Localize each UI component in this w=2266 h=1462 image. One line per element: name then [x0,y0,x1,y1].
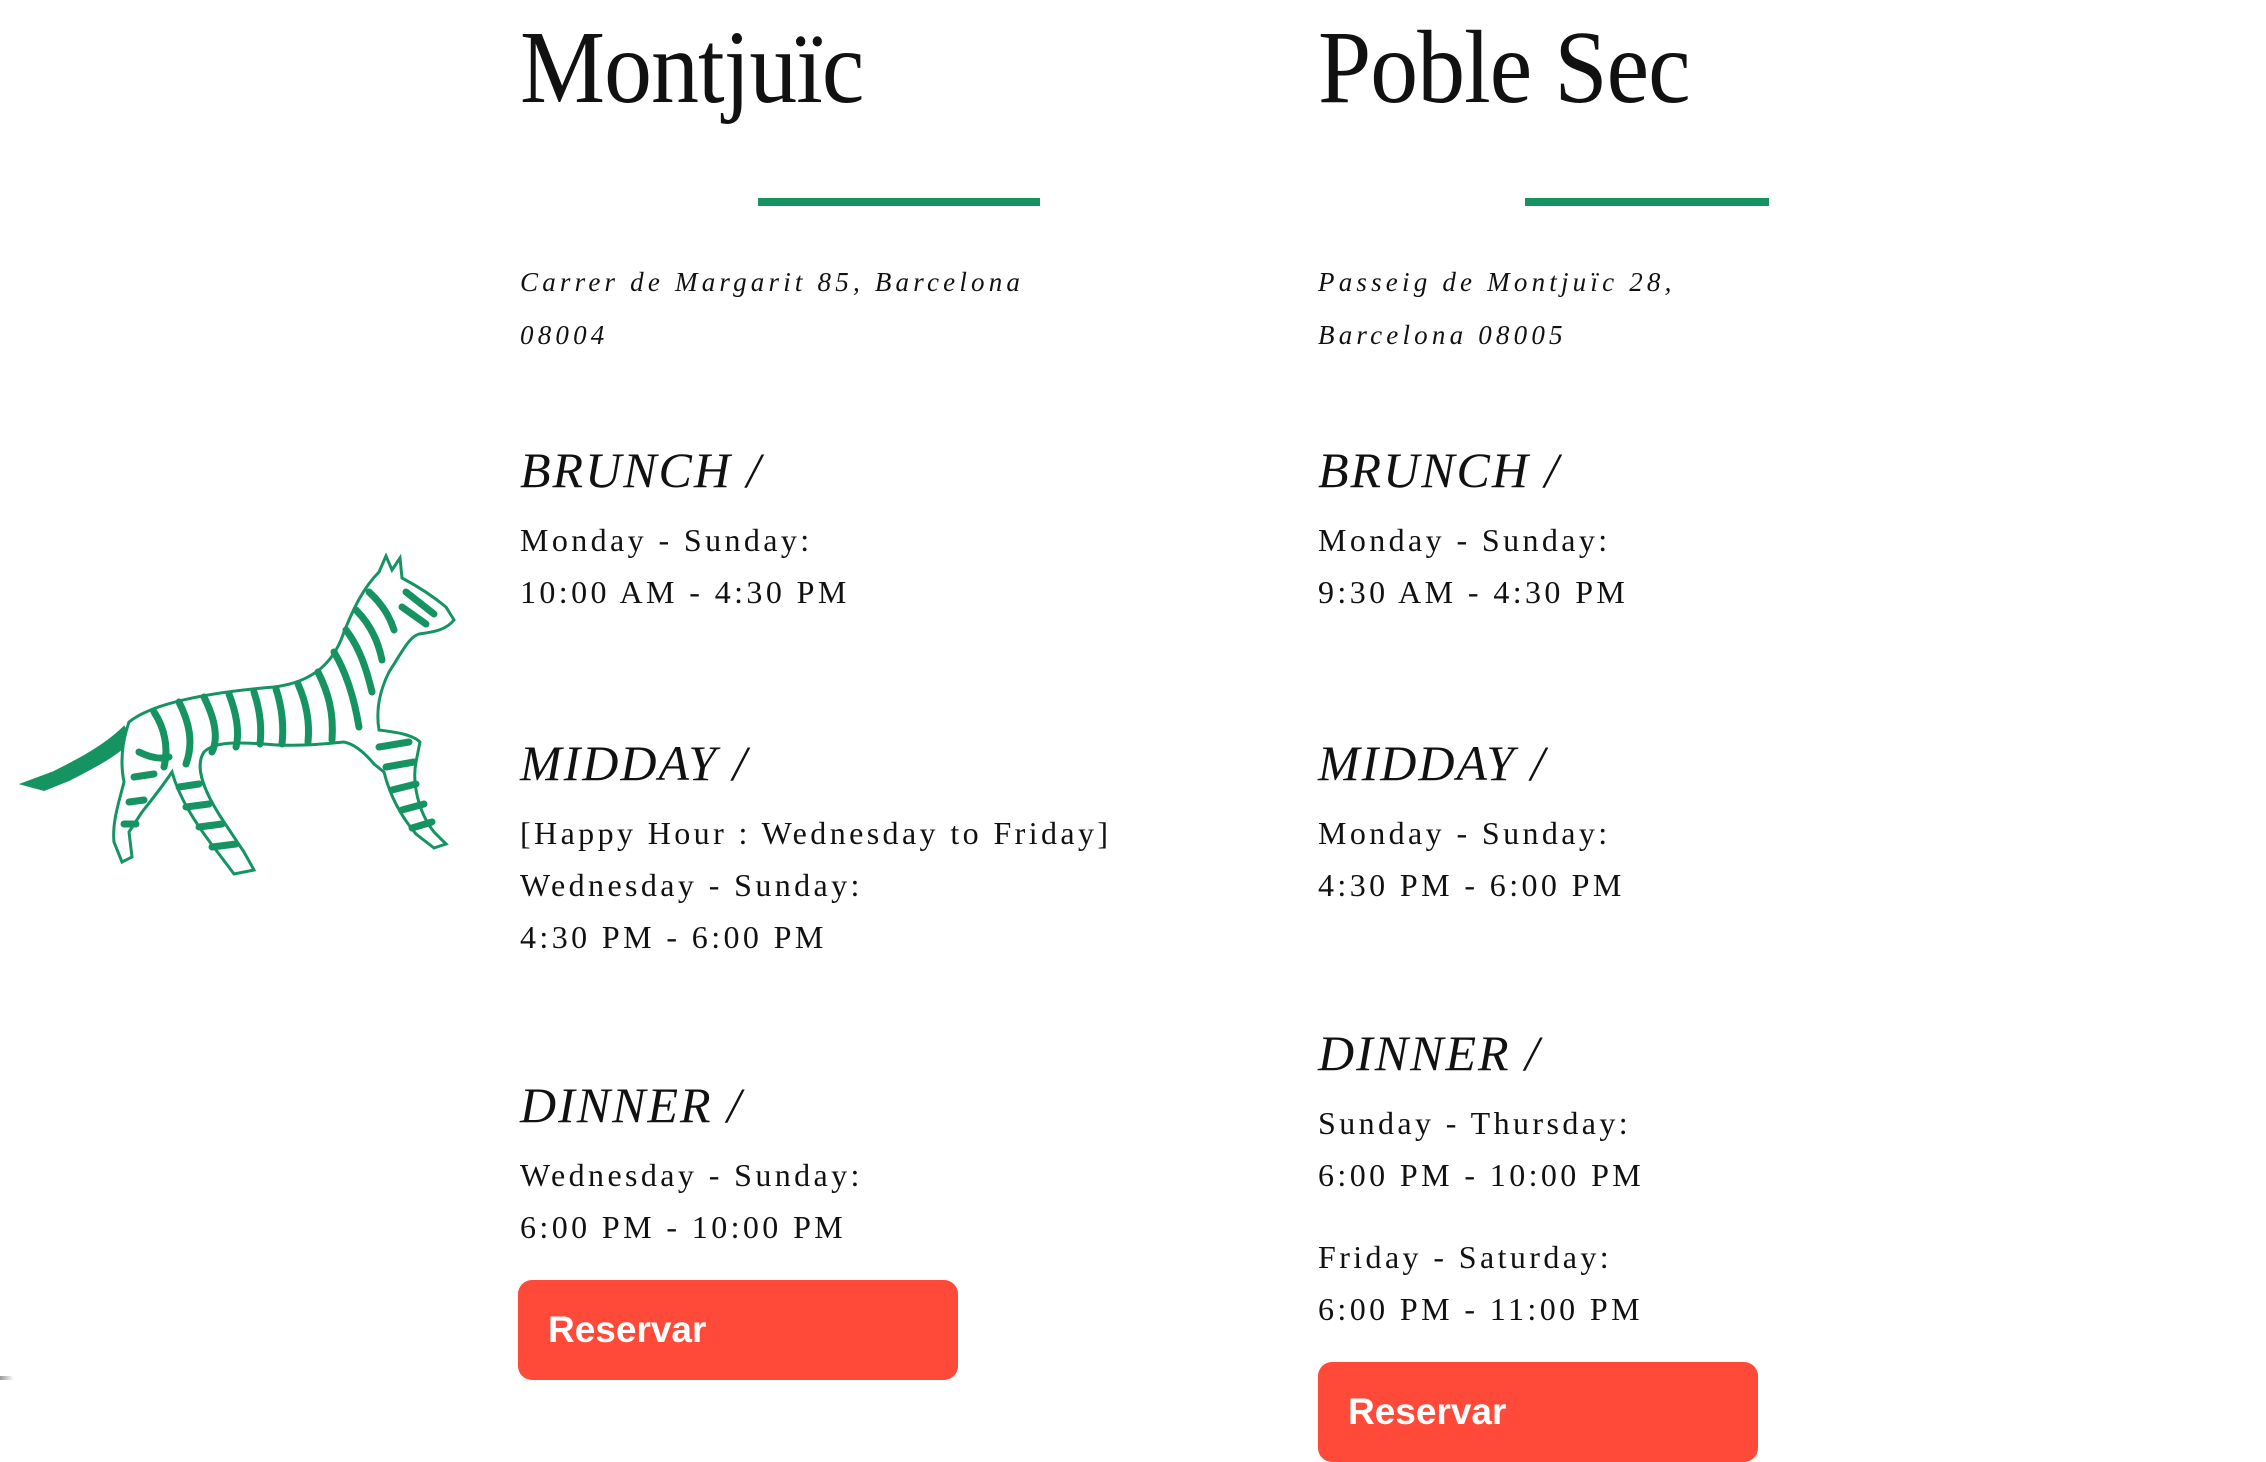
location-title: Montjuïc [520,10,864,125]
address [520,256,1040,362]
hours-line: 6:00 PM - 11:00 PM [1318,1291,1643,1327]
address-line-2: 08004 [520,320,609,350]
reservar-button[interactable]: Reservar [1318,1362,1758,1462]
hours-line: Friday - Saturday: [1318,1239,1613,1275]
reservar-button[interactable]: Reservar [518,1280,958,1380]
section-heading: DINNER / [1318,1025,1541,1081]
hours-line: Sunday - Thursday: [1318,1105,1632,1141]
section-dinner [1318,1023,1644,1335]
section-heading: BRUNCH / [520,442,763,498]
title-divider [758,198,1040,206]
section-midday [1318,733,1625,911]
hours-line: 6:00 PM - 10:00 PM [520,1209,847,1245]
address-line-1: Carrer de Margarit 85, Barcelona [520,267,1025,297]
hours-line: Monday - Sunday: [1318,522,1611,558]
section-brunch [520,440,850,618]
location-title: Poble Sec [1318,10,1690,125]
hours-line: 6:00 PM - 10:00 PM [1318,1157,1645,1193]
address-line-1: Passeig de Montjuïc 28, [1318,267,1676,297]
zebra-icon [14,552,462,880]
window-corner [0,1376,14,1380]
address [1318,256,1838,362]
address-line-2: Barcelona 08005 [1318,320,1567,350]
section-dinner [520,1075,863,1253]
section-heading: MIDDAY / [520,735,749,791]
hours-line: 4:30 PM - 6:00 PM [1318,867,1625,903]
hours-line: Wednesday - Sunday: [520,867,863,903]
spacer [1318,1201,1644,1231]
hours-line: Monday - Sunday: [1318,815,1611,851]
section-midday [520,733,1111,963]
title-divider [1525,198,1769,206]
section-heading: MIDDAY / [1318,735,1547,791]
section-heading: BRUNCH / [1318,442,1561,498]
hours-line: 10:00 AM - 4:30 PM [520,574,850,610]
hours-line: 4:30 PM - 6:00 PM [520,919,827,955]
hours-line: 9:30 AM - 4:30 PM [1318,574,1629,610]
happy-hour-note: [Happy Hour : Wednesday to Friday] [520,815,1112,851]
section-brunch [1318,440,1628,618]
hours-line: Wednesday - Sunday: [520,1157,863,1193]
hours-line: Monday - Sunday: [520,522,813,558]
section-heading: DINNER / [520,1077,743,1133]
